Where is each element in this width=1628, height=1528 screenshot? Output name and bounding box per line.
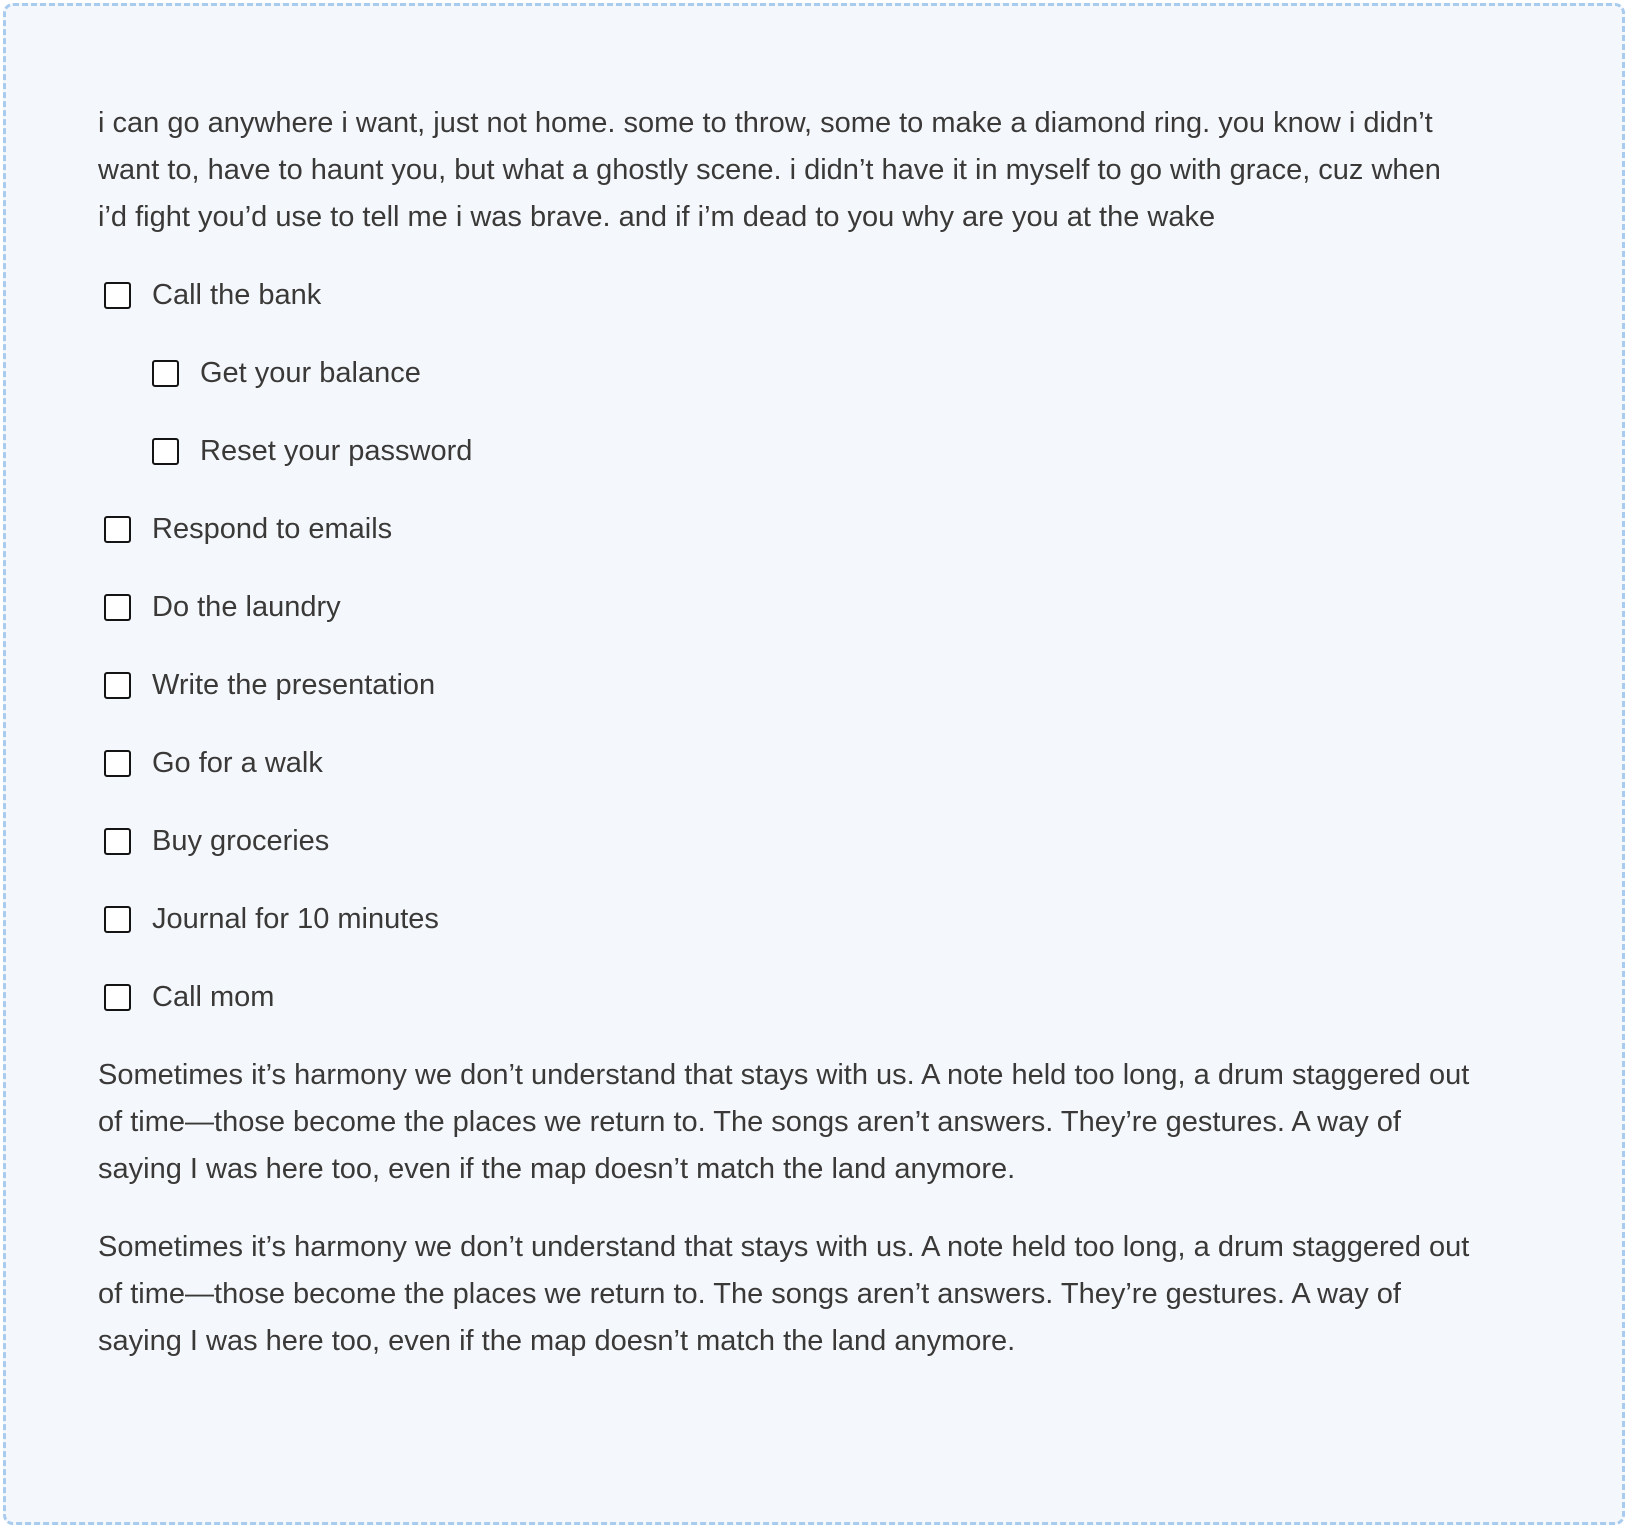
intro-paragraph: i can go anywhere i want, just not home. some to throw, some to make a diamond ring. you know i didn’t want to, have to haunt you, but what a ghostly scene. i didn’t have it in myself to go with grace, cuz when i’d fight you’d use to tell me i was brave. and if i’m dead to you why are you at the wake bbox=[98, 107, 1441, 233]
task-item bbox=[104, 740, 1472, 787]
todo-checklist bbox=[98, 272, 1472, 1021]
task-item bbox=[104, 272, 1472, 319]
task-label: Call mom bbox=[152, 981, 275, 1013]
outro-paragraph: Sometimes it’s harmony we don’t understand that stays with us. A note held too long, a drum staggered out of time—those become the places we return to. The songs aren’t answers. They’re gestures. A way of saying I was here too, even if the map doesn’t match the land anymore. bbox=[98, 1231, 1470, 1357]
task-item bbox=[104, 662, 1472, 709]
task-label: Respond to emails bbox=[152, 513, 393, 545]
task-item bbox=[104, 896, 1472, 943]
task-label: Reset your password bbox=[200, 435, 473, 467]
task-item bbox=[104, 818, 1472, 865]
task-label: Go for a walk bbox=[152, 747, 323, 779]
note-page bbox=[3, 3, 1625, 1525]
checkbox-unchecked[interactable] bbox=[104, 828, 131, 855]
checkbox-unchecked[interactable] bbox=[104, 906, 131, 933]
task-label: Call the bank bbox=[152, 279, 322, 311]
task-item bbox=[152, 428, 1472, 475]
checkbox-unchecked[interactable] bbox=[104, 984, 131, 1011]
outro-paragraph: Sometimes it’s harmony we don’t understand that stays with us. A note held too long, a drum staggered out of time—those become the places we return to. The songs aren’t answers. They’re gestures. A way of saying I was here too, even if the map doesn’t match the land anymore. bbox=[98, 1059, 1470, 1185]
task-item bbox=[104, 506, 1472, 553]
task-label: Get your balance bbox=[200, 357, 421, 389]
checkbox-unchecked[interactable] bbox=[104, 672, 131, 699]
checkbox-unchecked[interactable] bbox=[104, 750, 131, 777]
checkbox-unchecked[interactable] bbox=[104, 282, 131, 309]
task-item bbox=[152, 350, 1472, 397]
checkbox-unchecked[interactable] bbox=[104, 516, 131, 543]
checkbox-unchecked[interactable] bbox=[152, 360, 179, 387]
task-label: Buy groceries bbox=[152, 825, 330, 857]
task-item bbox=[104, 974, 1472, 1021]
task-label: Journal for 10 minutes bbox=[152, 903, 439, 935]
checkbox-unchecked[interactable] bbox=[152, 438, 179, 465]
task-label: Do the laundry bbox=[152, 591, 341, 623]
checkbox-unchecked[interactable] bbox=[104, 594, 131, 621]
task-item bbox=[104, 584, 1472, 631]
task-label: Write the presentation bbox=[152, 669, 436, 701]
